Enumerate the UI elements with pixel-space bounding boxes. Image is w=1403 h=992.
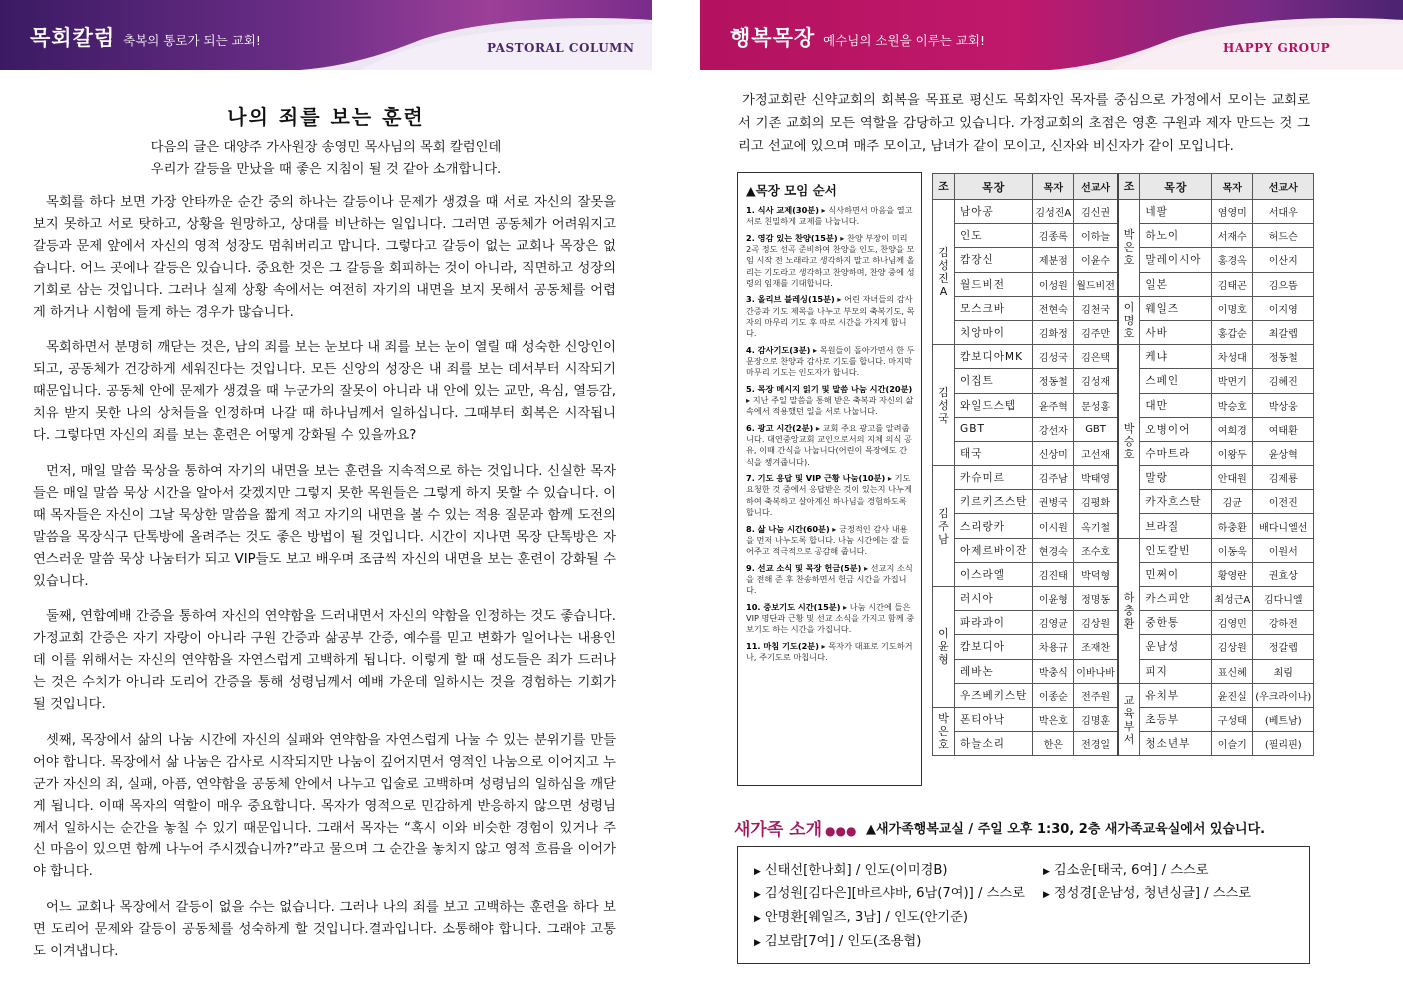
group-leader-char: 이 <box>938 627 949 641</box>
mokja-name: 최성근A <box>1212 587 1253 611</box>
mokja-name: 김균 <box>1212 490 1253 514</box>
group-leader-cell <box>933 345 955 466</box>
missionary-name: 이하늘 <box>1074 224 1118 248</box>
new-family-item-text: 안명환[웨일즈, 3남] / 인도(안기준) <box>764 910 968 925</box>
missionary-name: 최갈렙 <box>1253 320 1314 344</box>
group-leader-cell <box>1118 538 1140 683</box>
intro-line: 우리가 갈등을 만났을 때 좋은 지침이 될 것 같아 소개합니다. <box>150 162 502 177</box>
mokjang-name: 캄보디아MK <box>955 345 1033 369</box>
mokjang-name: 스리랑카 <box>955 514 1033 538</box>
group-leader-cell <box>1118 345 1140 539</box>
mokjang-name: 운남성 <box>1140 635 1212 659</box>
arrow-icon: ▶ <box>754 867 761 877</box>
new-family-item-text: 신태선[한나회] / 인도(이미경B) <box>764 863 948 878</box>
mokja-name: 차성대 <box>1212 345 1253 369</box>
group-leader-cell <box>933 200 955 345</box>
arrow-icon: ▸ <box>810 344 820 355</box>
missionary-name: 김상원 <box>1074 611 1118 635</box>
meeting-order-item <box>746 473 915 518</box>
mokja-name: 이슬기 <box>1212 732 1253 756</box>
mokjang-name: 캄보디아 <box>955 635 1033 659</box>
table-row <box>933 683 1314 707</box>
mokja-name: 김성진A <box>1033 200 1074 224</box>
meeting-order-item-text: 지난 주일 말씀을 통해 받은 축복과 자신의 삶 속에서 적용했던 일을 서로 나눕니다. <box>746 395 914 417</box>
missionary-name: 정동철 <box>1253 345 1314 369</box>
body-paragraph: 어느 교회나 목장에서 갈등이 없을 수는 없습니다. 그러나 나의 죄를 보고 고백하는 훈련을 하다 보면 도리어 문제와 갈등이 공동체를 성숙하게 할 것입니다.결과입니다. 소통해야 합니다. 그래야 고통도 이겨냅니다. <box>33 900 616 960</box>
mokja-name: 강선자 <box>1033 417 1074 441</box>
intro-line: 다음의 글은 대양주 가사원장 송영민 목사님의 목회 칼럼인데 <box>150 140 502 155</box>
mokjang-name: GBT <box>955 417 1033 441</box>
table-header: 목장 <box>1140 174 1212 200</box>
table-header: 조 <box>1118 174 1140 200</box>
mokjang-name: 말랑 <box>1140 466 1212 490</box>
missionary-name: 김주만 <box>1074 320 1118 344</box>
meeting-order-item-head: 6. 광고 시간(2분) <box>746 422 814 433</box>
arrow-icon: ▸ <box>829 523 840 534</box>
meeting-order-item <box>746 345 915 379</box>
mokja-name: 김태곤 <box>1212 272 1253 296</box>
arrow-icon: ▸ <box>861 562 871 573</box>
meeting-order-item-head: 3. 올리브 블레싱(15분) <box>746 294 835 305</box>
mokja-name: 윤주혁 <box>1033 393 1074 417</box>
group-leader-char: 은 <box>1123 241 1135 255</box>
mokja-name: 황영란 <box>1212 562 1253 586</box>
missionary-name: 이지영 <box>1253 296 1314 320</box>
mokjang-name: 인도칼빈 <box>1140 538 1212 562</box>
body-paragraph: 목회를 하다 보면 가장 안타까운 순간 중의 하나는 갈등이나 문제가 생겼을 때 서로 자신의 잘못을 보지 못하고 서로 탓하고, 상황을 원망하고, 상대를 비난하는 일입니다. 그러면 공동체가 어려워지고 갈등과 문제 앞에서 자신의 영적 성장도 멈춰버리고 맙니다. 그렇다고 갈등이 없는 교회나 목장은 없습니다. 어느 곳에나 갈등은 있습니다. 중요한 것은 그 갈등을 회피하는 것이 아니라, 직면하고 성장의 기회로 삼는 것입니다. 그러나 실제 상황 속에서는 여전히 자기의 내면을 보지 못해서 공동체를 어렵게 하거나 시험에 들게 하는 경우가 많습니다. <box>33 195 616 320</box>
mokja-name: 정동철 <box>1033 369 1074 393</box>
mokjang-name: 캄장신 <box>955 248 1033 272</box>
group-leader-cell <box>933 466 955 587</box>
missionary-name: 김성재 <box>1074 369 1118 393</box>
mokja-name: 현경숙 <box>1033 538 1074 562</box>
new-family-item <box>1043 882 1251 901</box>
arrow-icon: ▶ <box>754 890 761 900</box>
missionary-name: 김신권 <box>1074 200 1118 224</box>
mokja-name: 김진태 <box>1033 562 1074 586</box>
group-leader-char: 육 <box>1123 706 1135 720</box>
group-leader-char: 환 <box>1123 617 1135 631</box>
header-english: HAPPY GROUP <box>1223 41 1331 55</box>
table-header: 선교사 <box>1074 174 1118 200</box>
group-leader-char: 은 <box>938 725 949 739</box>
meeting-order-item-text: 교회 주요 광고를 알려줍니다. 대연중앙교회 교인으로서의 지체 의식 공유, 이때 간식을 나눕니다(어린이 목장에도 간식을 챙겨줍니다). <box>746 422 912 467</box>
new-family-item-text: 김소운[태국, 6여] / 스스로 <box>1053 863 1209 878</box>
meeting-order-item-head: 2. 영감 있는 찬양(15분) <box>746 232 838 243</box>
missionary-name: 허드슨 <box>1253 224 1314 248</box>
table-header: 목장 <box>955 174 1033 200</box>
mokja-name: 이동욱 <box>1212 538 1253 562</box>
mokja-name: 제분점 <box>1033 248 1074 272</box>
arrow-icon: ▶ <box>1043 867 1050 877</box>
table-header: 선교사 <box>1253 174 1314 200</box>
mokja-name: 표신혜 <box>1212 659 1253 683</box>
group-leader-char: 성 <box>938 398 949 412</box>
table-header: 목자 <box>1212 174 1253 200</box>
meeting-order-item-text: 목원들이 돌아가면서 한 두 문장으로 찬양과 감사로 기도를 합니다. 마지막 마무리 기도는 인도자가 합니다. <box>746 344 915 378</box>
group-leader-char: 이 <box>1123 300 1135 314</box>
mokja-name: 김주남 <box>1033 466 1074 490</box>
meeting-order-item-text: 나눔 시간에 들은 VIP 명단과 근황 및 선교 소식을 가지고 함께 중보기도 하는 시간을 가집니다. <box>746 601 915 635</box>
new-family-item-text: 정성경[운남성, 청년싱글] / 스스로 <box>1053 886 1252 901</box>
new-family-dots: ●●● <box>825 824 857 838</box>
mokja-name: 이윤형 <box>1033 587 1074 611</box>
meeting-order-item-text: 기도 요청한 것 중에서 응답받은 것이 있는지 나누게 하여 축복하고 살아계신 하나님을 경험하도록 합니다. <box>746 473 912 517</box>
mokjang-name: 네팔 <box>1140 200 1212 224</box>
arrow-icon: ▸ <box>837 232 847 243</box>
missionary-name: 김명훈 <box>1074 707 1118 731</box>
group-leader-char: 교 <box>1123 693 1135 707</box>
arrow-icon: ▶ <box>754 938 761 948</box>
mokjang-name: 카자흐스탄 <box>1140 490 1212 514</box>
new-family-item <box>754 882 1025 901</box>
meeting-order-item-head: 5. 목장 메시지 읽기 및 말씀 나눔 시간(20분) <box>746 383 913 394</box>
mokjang-name: 키르키즈스탄 <box>955 490 1033 514</box>
body-paragraph: 셋째, 목장에서 삶의 나눔 시간에 자신의 실패와 연약함을 자연스럽게 나눌 수 있는 분위기를 만들어야 합니다. 목장에서 삶 나눔은 감사로 시작되지만 나눔이 깊어지면서 영적인 나눔으로 이어지고 누군가 자신의 죄, 실패, 아픔, 연약함을 공동체 안에서 나누고 입술로 고백하며 성령님의 일하심을 깨닫게 됩니다. 이때 목자의 역할이 매우 중요합니다. 목자가 영적으로 민감하게 반응하지 않으면 성령님께서 일하시는 순간을 놓칠 수 있기 때문입니다. 그래서 목자는 “혹시 이와 비슷한 경험이 있거나 주신 마음이 있으면 함께 나누어 주시겠습니까?”라고 물으며 그 순간을 놓치지 않고 영적 흐름을 이어가야 합니다. <box>33 732 616 880</box>
meeting-order-item-head: 7. 기도 응답 및 VIP 근황 나눔(10분) <box>746 473 886 484</box>
mokjang-name: 브라질 <box>1140 514 1212 538</box>
mokjang-name: 파라과이 <box>955 611 1033 635</box>
mokjang-name: 모스크바 <box>955 296 1033 320</box>
missionary-name: 정갈렙 <box>1253 635 1314 659</box>
mokjang-name: 남아공 <box>955 200 1033 224</box>
mokjang-name: 오병이어 <box>1140 417 1212 441</box>
mokja-name: 서재수 <box>1212 224 1253 248</box>
mokja-name: 차용규 <box>1033 635 1074 659</box>
mokjang-name: 폰티아낙 <box>955 707 1033 731</box>
group-leader-cell <box>933 707 955 755</box>
group-leader-char: 국 <box>938 411 949 425</box>
mokjang-name: 와일드스텝 <box>955 393 1033 417</box>
group-leader-char: 승 <box>1123 434 1135 448</box>
meeting-order-item <box>746 563 915 597</box>
mokja-name: 김영균 <box>1033 611 1074 635</box>
mokja-name: 김성국 <box>1033 345 1074 369</box>
mokja-name: 윤진실 <box>1212 683 1253 707</box>
mokja-name: 전현숙 <box>1033 296 1074 320</box>
missionary-name: GBT <box>1074 417 1118 441</box>
mokja-name: 여희경 <box>1212 417 1253 441</box>
table-header-row <box>933 174 1314 200</box>
missionary-name: 최림 <box>1253 659 1314 683</box>
missionary-name: (베트남) <box>1253 707 1314 731</box>
new-family-item <box>754 930 921 949</box>
mokja-name: 박충식 <box>1033 659 1074 683</box>
happy-group-header <box>700 0 1403 70</box>
missionary-name: 김다니엘 <box>1253 587 1314 611</box>
missionary-name: 고선재 <box>1074 441 1118 465</box>
mokjang-name: 하늘소리 <box>955 732 1033 756</box>
mokjang-name: 아제르바이잔 <box>955 538 1033 562</box>
meeting-order-item <box>746 641 915 663</box>
mokjang-name: 케냐 <box>1140 345 1212 369</box>
group-leader-char: 김 <box>938 246 949 260</box>
missionary-name: 이산지 <box>1253 248 1314 272</box>
meeting-order-item <box>746 205 915 227</box>
new-family-item <box>754 859 948 878</box>
missionary-name: 전경일 <box>1074 732 1118 756</box>
mokjang-table <box>932 173 1314 756</box>
meeting-order-item <box>746 384 915 418</box>
happy-group-page <box>700 0 1403 992</box>
mokja-name: 하충환 <box>1212 514 1253 538</box>
missionary-name: 윤상혁 <box>1253 441 1314 465</box>
mokjang-name: 웨일즈 <box>1140 296 1212 320</box>
body-paragraph: 둘째, 연합예배 간증을 통하여 자신의 연약함을 드러내면서 자신의 약함을 인정하는 것도 좋습니다. 가정교회 간증은 자기 자랑이 아니라 구원 간증과 삶공부 간증, 예수를 믿고 변화가 일어나는 내용인데 이를 위해서는 자신의 연약함을 자연스럽게 고백하게 됩니다. 이렇게 할 때 성도들은 죄가 드러나는 것은 수치가 아니라 도리어 간증을 통해 성령님께서 예배 가운데 일하시는 것을 경험하는 기회가 될 것입니다. <box>33 609 616 713</box>
new-family-box <box>737 846 1310 964</box>
header-title: 행복목장 <box>730 26 816 50</box>
group-leader-cell <box>1118 296 1140 344</box>
meeting-order-item-head: 1. 식사 교제(30분) <box>746 205 819 215</box>
mokja-name: 안대원 <box>1212 466 1253 490</box>
mokjang-name: 사바 <box>1140 320 1212 344</box>
mokjang-name: 러시아 <box>955 587 1033 611</box>
missionary-name: 조재찬 <box>1074 635 1118 659</box>
missionary-name: 월드비전 <box>1074 272 1118 296</box>
mokja-name: 박은호 <box>1033 707 1074 731</box>
mokjang-name: 월드비전 <box>955 272 1033 296</box>
mokja-name: 김상원 <box>1212 635 1253 659</box>
new-family-title <box>734 815 856 840</box>
arrow-icon: ▶ <box>754 914 761 924</box>
meeting-order-item <box>746 294 915 339</box>
meeting-order-item-text: 목자가 대표로 기도하거나, 주기도로 마칩니다. <box>746 640 913 663</box>
new-family-item <box>754 906 968 925</box>
meeting-order-item-head: 9. 선교 소식 및 목장 헌금(5분) <box>746 562 862 573</box>
group-leader-char: A <box>939 285 948 299</box>
meeting-order-item <box>746 233 915 289</box>
group-leader-char: 부 <box>1123 719 1135 733</box>
table-row <box>933 345 1314 369</box>
header-subtitle: 축복의 통로가 되는 교회! <box>123 33 261 48</box>
arrow-icon: ▶ <box>1043 890 1050 900</box>
meeting-order-item-head: 10. 중보기도 시간(15분) <box>746 601 841 612</box>
arrow-icon: ▸ <box>840 601 850 612</box>
new-family-title-text: 새가족 소개 <box>734 820 823 840</box>
mokja-name: 신상미 <box>1033 441 1074 465</box>
mokja-name: 김화정 <box>1033 320 1074 344</box>
group-leader-char: 충 <box>1123 604 1135 618</box>
group-leader-char: 호 <box>938 738 949 752</box>
meeting-order-item-text: 찬양 부장이 미리 2곡 정도 선곡 준비하여 찬양을 인도, 찬양을 모임 시작 전 노래라고 생각하지 말고 하나님께 올리는 기도라고 생각하고 찬양하며, 찬양 중에 성령의 임재를 기대합니다. <box>746 232 915 288</box>
header-title: 목회칼럼 <box>30 26 116 50</box>
pastoral-column-page <box>0 0 652 992</box>
table-row <box>933 296 1314 320</box>
arrow-icon: ▸ <box>813 422 823 433</box>
meeting-order-item-head: 4. 감사기도(3분) <box>746 344 811 355</box>
mokjang-name: 인도 <box>955 224 1033 248</box>
missionary-name: 김천국 <box>1074 296 1118 320</box>
mokjang-name: 우즈베키스탄 <box>955 683 1033 707</box>
mokja-name: 염영미 <box>1212 200 1253 224</box>
meeting-order-item-head: 8. 삶 나눔 시간(60분) <box>746 523 830 534</box>
group-leader-char: 박 <box>938 712 949 726</box>
group-leader-char: 진 <box>938 272 949 286</box>
mokja-name: 박면기 <box>1212 369 1253 393</box>
group-leader-char: 호 <box>1123 447 1135 461</box>
new-family-item-text: 김보람[7여] / 인도(조용협) <box>764 934 922 949</box>
arrow-icon: ▸ <box>818 205 829 215</box>
missionary-name: 서대우 <box>1253 200 1314 224</box>
meeting-order-list <box>746 205 915 663</box>
missionary-name: 여태환 <box>1253 417 1314 441</box>
mokjang-name: 카슈미르 <box>955 466 1033 490</box>
meeting-order-item-text: 식사하면서 마음을 열고 서로 친밀하게 교제를 나눕니다. <box>746 205 913 227</box>
arrow-icon: ▸ <box>834 294 845 305</box>
missionary-name: 권효상 <box>1253 562 1314 586</box>
mokjang-name: 대만 <box>1140 393 1212 417</box>
column-title: 나의 죄를 보는 훈련 <box>227 105 425 129</box>
meeting-order-item <box>746 602 915 636</box>
missionary-name: 옥기철 <box>1074 514 1118 538</box>
group-leader-char: 김 <box>938 385 949 399</box>
missionary-name: 전주원 <box>1074 683 1118 707</box>
group-leader-char: 주 <box>938 519 949 533</box>
mokjang-name: 청소년부 <box>1140 732 1212 756</box>
missionary-name: 정명동 <box>1074 587 1118 611</box>
meeting-order-item-text: 어린 자녀들의 감사 간증과 기도 제목을 나누고 부모의 축복기도, 목자의 마무리 기도 후 따로 시간을 가지게 합니다. <box>746 294 915 339</box>
missionary-name: 이바나바 <box>1074 659 1118 683</box>
mokja-name: 김영민 <box>1212 611 1253 635</box>
group-leader-cell <box>933 587 955 708</box>
group-leader-char: 형 <box>938 653 949 667</box>
missionary-name: (우크라이나) <box>1253 683 1314 707</box>
column-intro <box>70 137 582 181</box>
missionary-name: 배다니엘선 <box>1253 514 1314 538</box>
mokja-name: 김종록 <box>1033 224 1074 248</box>
mokjang-name: 피지 <box>1140 659 1212 683</box>
group-leader-char: 박 <box>1123 421 1135 435</box>
group-leader-cell <box>1118 200 1140 297</box>
group-leader-char: 성 <box>938 259 949 273</box>
missionary-name: 김혜진 <box>1253 369 1314 393</box>
mokja-name: 이성원 <box>1033 272 1074 296</box>
mokja-name: 이시원 <box>1033 514 1074 538</box>
group-leader-char: 김 <box>938 506 949 520</box>
missionary-name: 박태영 <box>1074 466 1118 490</box>
table-row <box>933 538 1314 562</box>
mokjang-name: 중한통 <box>1140 611 1212 635</box>
mokja-name: 이종순 <box>1033 683 1074 707</box>
missionary-name: 이전진 <box>1253 490 1314 514</box>
mokjang-name: 초등부 <box>1140 707 1212 731</box>
missionary-name: 문성홍 <box>1074 393 1118 417</box>
mokjang-name: 스페인 <box>1140 369 1212 393</box>
group-leader-char: 서 <box>1123 732 1135 746</box>
missionary-name: (필리핀) <box>1253 732 1314 756</box>
mokja-name: 홍경옥 <box>1212 248 1253 272</box>
pastoral-column-header <box>0 0 652 70</box>
missionary-name: 김으뜸 <box>1253 272 1314 296</box>
meeting-order-box <box>737 172 922 786</box>
group-leader-char: 명 <box>1123 313 1135 327</box>
mokjang-name: 수마트라 <box>1140 441 1212 465</box>
group-leader-char: 남 <box>938 532 949 546</box>
mokjang-name: 카스피안 <box>1140 587 1212 611</box>
mokjang-name: 이스라엘 <box>955 562 1033 586</box>
new-family-item-text: 김성원[김다은][바르샤바, 6남(7여)] / 스스로 <box>764 886 1025 901</box>
missionary-name: 김평화 <box>1074 490 1118 514</box>
meeting-order-item-text: 긍정적인 감사 내용을 먼저 나누도록 합니다. 나눔 시간에는 잘 들어주고 적극적으로 공감해 줍니다. <box>746 523 910 556</box>
mokja-name: 한은 <box>1033 732 1074 756</box>
column-body <box>33 192 616 977</box>
missionary-name: 이원서 <box>1253 538 1314 562</box>
meeting-order-item-head: 11. 마침 기도(2분) <box>746 640 819 651</box>
body-paragraph: 먼저, 매일 말씀 묵상을 통하여 자기의 내면을 보는 훈련을 지속적으로 하는 것입니다. 신실한 목자들은 매일 말씀 묵상 시간을 알아서 갖겠지만 그렇지 못한 목원들은 그렇게 하지 못할 수 있습니다. 이때 목자들은 자신이 그날 묵상한 말씀을 짧게 적고 자기의 내면을 볼 수 있는 적용 질문과 함께 도전의 말씀을 목장식구 단톡방에 올려주는 것도 좋은 방법이 될 것입니다. 시간이 지나면 목장 단톡방은 자연스러운 말씀 묵상 나눔터가 되고 VIP들도 보고 배우며 조금씩 자신의 내면을 보는 훈련이 강화될 수 있습니다. <box>33 463 616 589</box>
meeting-order-title: ▲목장 모임 순서 <box>746 183 837 198</box>
missionary-name: 박상웅 <box>1253 393 1314 417</box>
mokja-name: 권병국 <box>1033 490 1074 514</box>
table-header: 조 <box>933 174 955 200</box>
header-english: PASTORAL COLUMN <box>487 41 635 55</box>
mokja-name: 이왕두 <box>1212 441 1253 465</box>
group-leader-char: 호 <box>1123 326 1135 340</box>
mokjang-name: 태국 <box>955 441 1033 465</box>
group-leader-char: 호 <box>1123 254 1135 268</box>
meeting-order-item-text: 선교지 소식을 전해 준 후 찬송하면서 헌금 시간을 가집니다. <box>746 562 913 596</box>
mokjang-name: 하노이 <box>1140 224 1212 248</box>
new-family-class-note: ▲새가족행복교실 / 주일 오후 1:30, 2층 새가족교육실에서 있습니다. <box>866 822 1266 837</box>
mokja-name: 홍갑순 <box>1212 320 1253 344</box>
mokjang-name: 레바논 <box>955 659 1033 683</box>
table-header: 목자 <box>1033 174 1074 200</box>
arrow-icon: ▸ <box>746 395 753 406</box>
mokjang-name: 민쩌이 <box>1140 562 1212 586</box>
missionary-name: 김은택 <box>1074 345 1118 369</box>
meeting-order-item <box>746 524 915 558</box>
mokja-name: 구성태 <box>1212 707 1253 731</box>
group-leader-char: 박 <box>1123 228 1135 242</box>
table-row <box>933 200 1314 224</box>
arrow-icon: ▸ <box>885 473 895 484</box>
group-leader-char: 하 <box>1123 591 1135 605</box>
mokjang-name: 치앙마이 <box>955 320 1033 344</box>
arrow-icon: ▸ <box>818 640 829 651</box>
mokjang-name: 일본 <box>1140 272 1212 296</box>
mokjang-name: 유치부 <box>1140 683 1212 707</box>
mokja-name: 이명호 <box>1212 296 1253 320</box>
new-family-item <box>1043 859 1208 878</box>
mokjang-name: 이집트 <box>955 369 1033 393</box>
mokjang-name: 말레이시아 <box>1140 248 1212 272</box>
missionary-name: 강하전 <box>1253 611 1314 635</box>
meeting-order-item <box>746 423 915 468</box>
mokja-name: 박승호 <box>1212 393 1253 417</box>
header-subtitle: 예수님의 소원을 이루는 교회! <box>823 33 985 48</box>
missionary-name: 조수호 <box>1074 538 1118 562</box>
group-leader-cell <box>1118 683 1140 756</box>
missionary-name: 박덕형 <box>1074 562 1118 586</box>
body-paragraph: 목회하면서 분명히 깨닫는 것은, 남의 죄를 보는 눈보다 내 죄를 보는 눈이 열릴 때 성숙한 신앙인이 되고, 공동체가 건강하게 세워진다는 것입니다. 모든 신앙의 성장은 내 죄를 보는 데서부터 시작되기 때문입니다. 공동체 안에 문제가 생겼을 때 누군가의 잘못이 아니라 내 안에 있는 교만, 욕심, 열등감, 치유 받지 못한 나의 상처들을 인정하며 나갈 때 하나님께서 일하십니다. 그때부터 회복은 시작됩니다. 그렇다면 자신의 죄를 보는 훈련은 어떻게 강화될 수 있을까요? <box>33 340 616 444</box>
house-church-intro: 가정교회란 신약교회의 회복을 목표로 평신도 목회자인 목자를 중심으로 가정에서 모이는 교회로서 기존 교회의 모든 역할을 감당하고 있습니다. 가정교회의 초점은 영혼 구원과 제자 만드는 것 그리고 선교에 있으며 매주 모이고, 남녀가 같이 모이고, 신자와 비신자가 같이 모입니다. <box>738 93 1310 154</box>
missionary-name: 김제룡 <box>1253 466 1314 490</box>
missionary-name: 이윤수 <box>1074 248 1118 272</box>
group-leader-char: 윤 <box>938 640 949 654</box>
